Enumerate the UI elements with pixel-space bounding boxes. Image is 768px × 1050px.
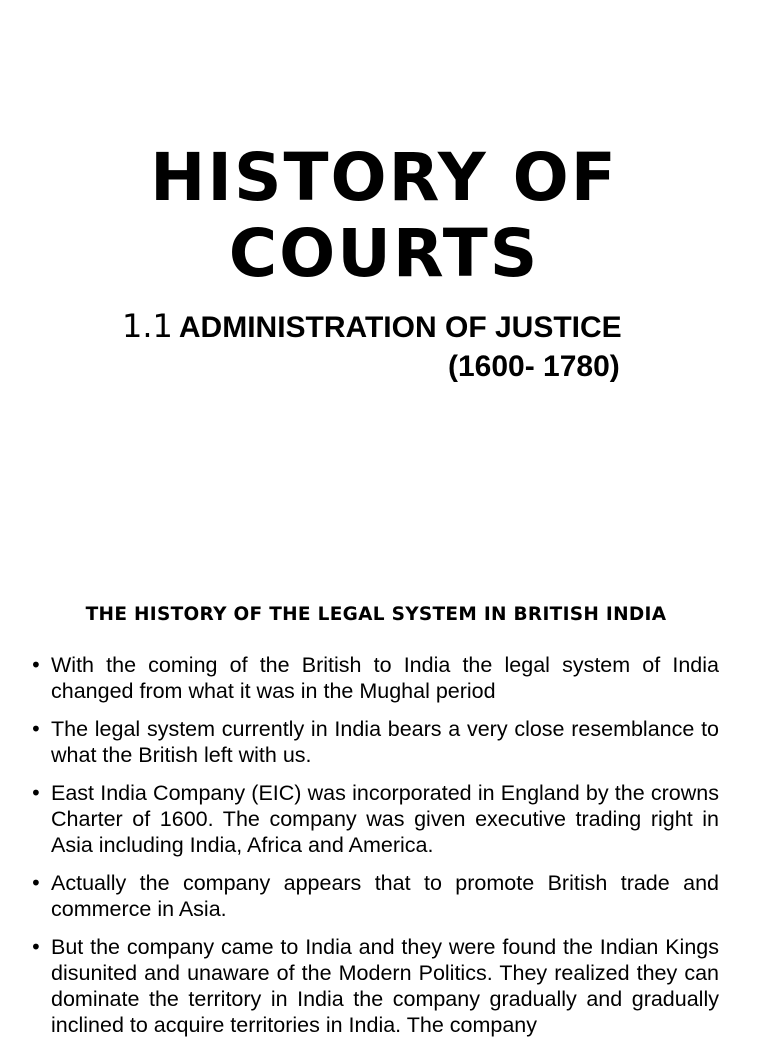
bullet-icon: • xyxy=(30,935,42,959)
subtitle-text: ADMINISTRATION OF JUSTICE xyxy=(178,311,622,344)
bullet-text: Actually the company appears that to promote British trade and commerce in Asia. xyxy=(51,871,719,921)
bullet-icon: • xyxy=(30,871,42,895)
bullet-list xyxy=(30,652,719,1050)
bullet-text: The legal system currently in India bears a very close resemblance to what the British left with us. xyxy=(51,717,719,767)
subtitle-number: 1.1 xyxy=(122,307,173,345)
main-title-line-2: COURTS xyxy=(228,215,540,292)
subtitle xyxy=(122,304,622,355)
section-heading: THE HISTORY OF THE LEGAL SYSTEM IN BRITISH INDIA xyxy=(85,604,667,625)
bullet-icon: • xyxy=(30,653,42,677)
main-title-line-1: HISTORY OF xyxy=(150,139,618,216)
bullet-text: East India Company (EIC) was incorporated in England by the crowns Charter of 1600. The company was given executive trading right in Asia including India, Africa and America. xyxy=(51,781,719,857)
bullet-icon: • xyxy=(30,781,42,805)
list-item xyxy=(30,934,719,1038)
list-item xyxy=(30,652,719,704)
bullet-icon: • xyxy=(30,717,42,741)
bullet-text: But the company came to India and they were found the Indian Kings disunited and unaware of the Modern Politics. They realized they can dominate the territory in India the company gradually and gradually inclined to acquire territories in India. The company xyxy=(51,935,719,1037)
subtitle-years: (1600- 1780) xyxy=(448,350,620,383)
list-item xyxy=(30,870,719,922)
content-slide xyxy=(0,590,768,1037)
list-item xyxy=(30,716,719,768)
bullet-text: With the coming of the British to India the legal system of India changed from what it was in the Mughal period xyxy=(51,653,719,703)
main-title xyxy=(0,140,768,292)
list-item xyxy=(30,780,719,858)
